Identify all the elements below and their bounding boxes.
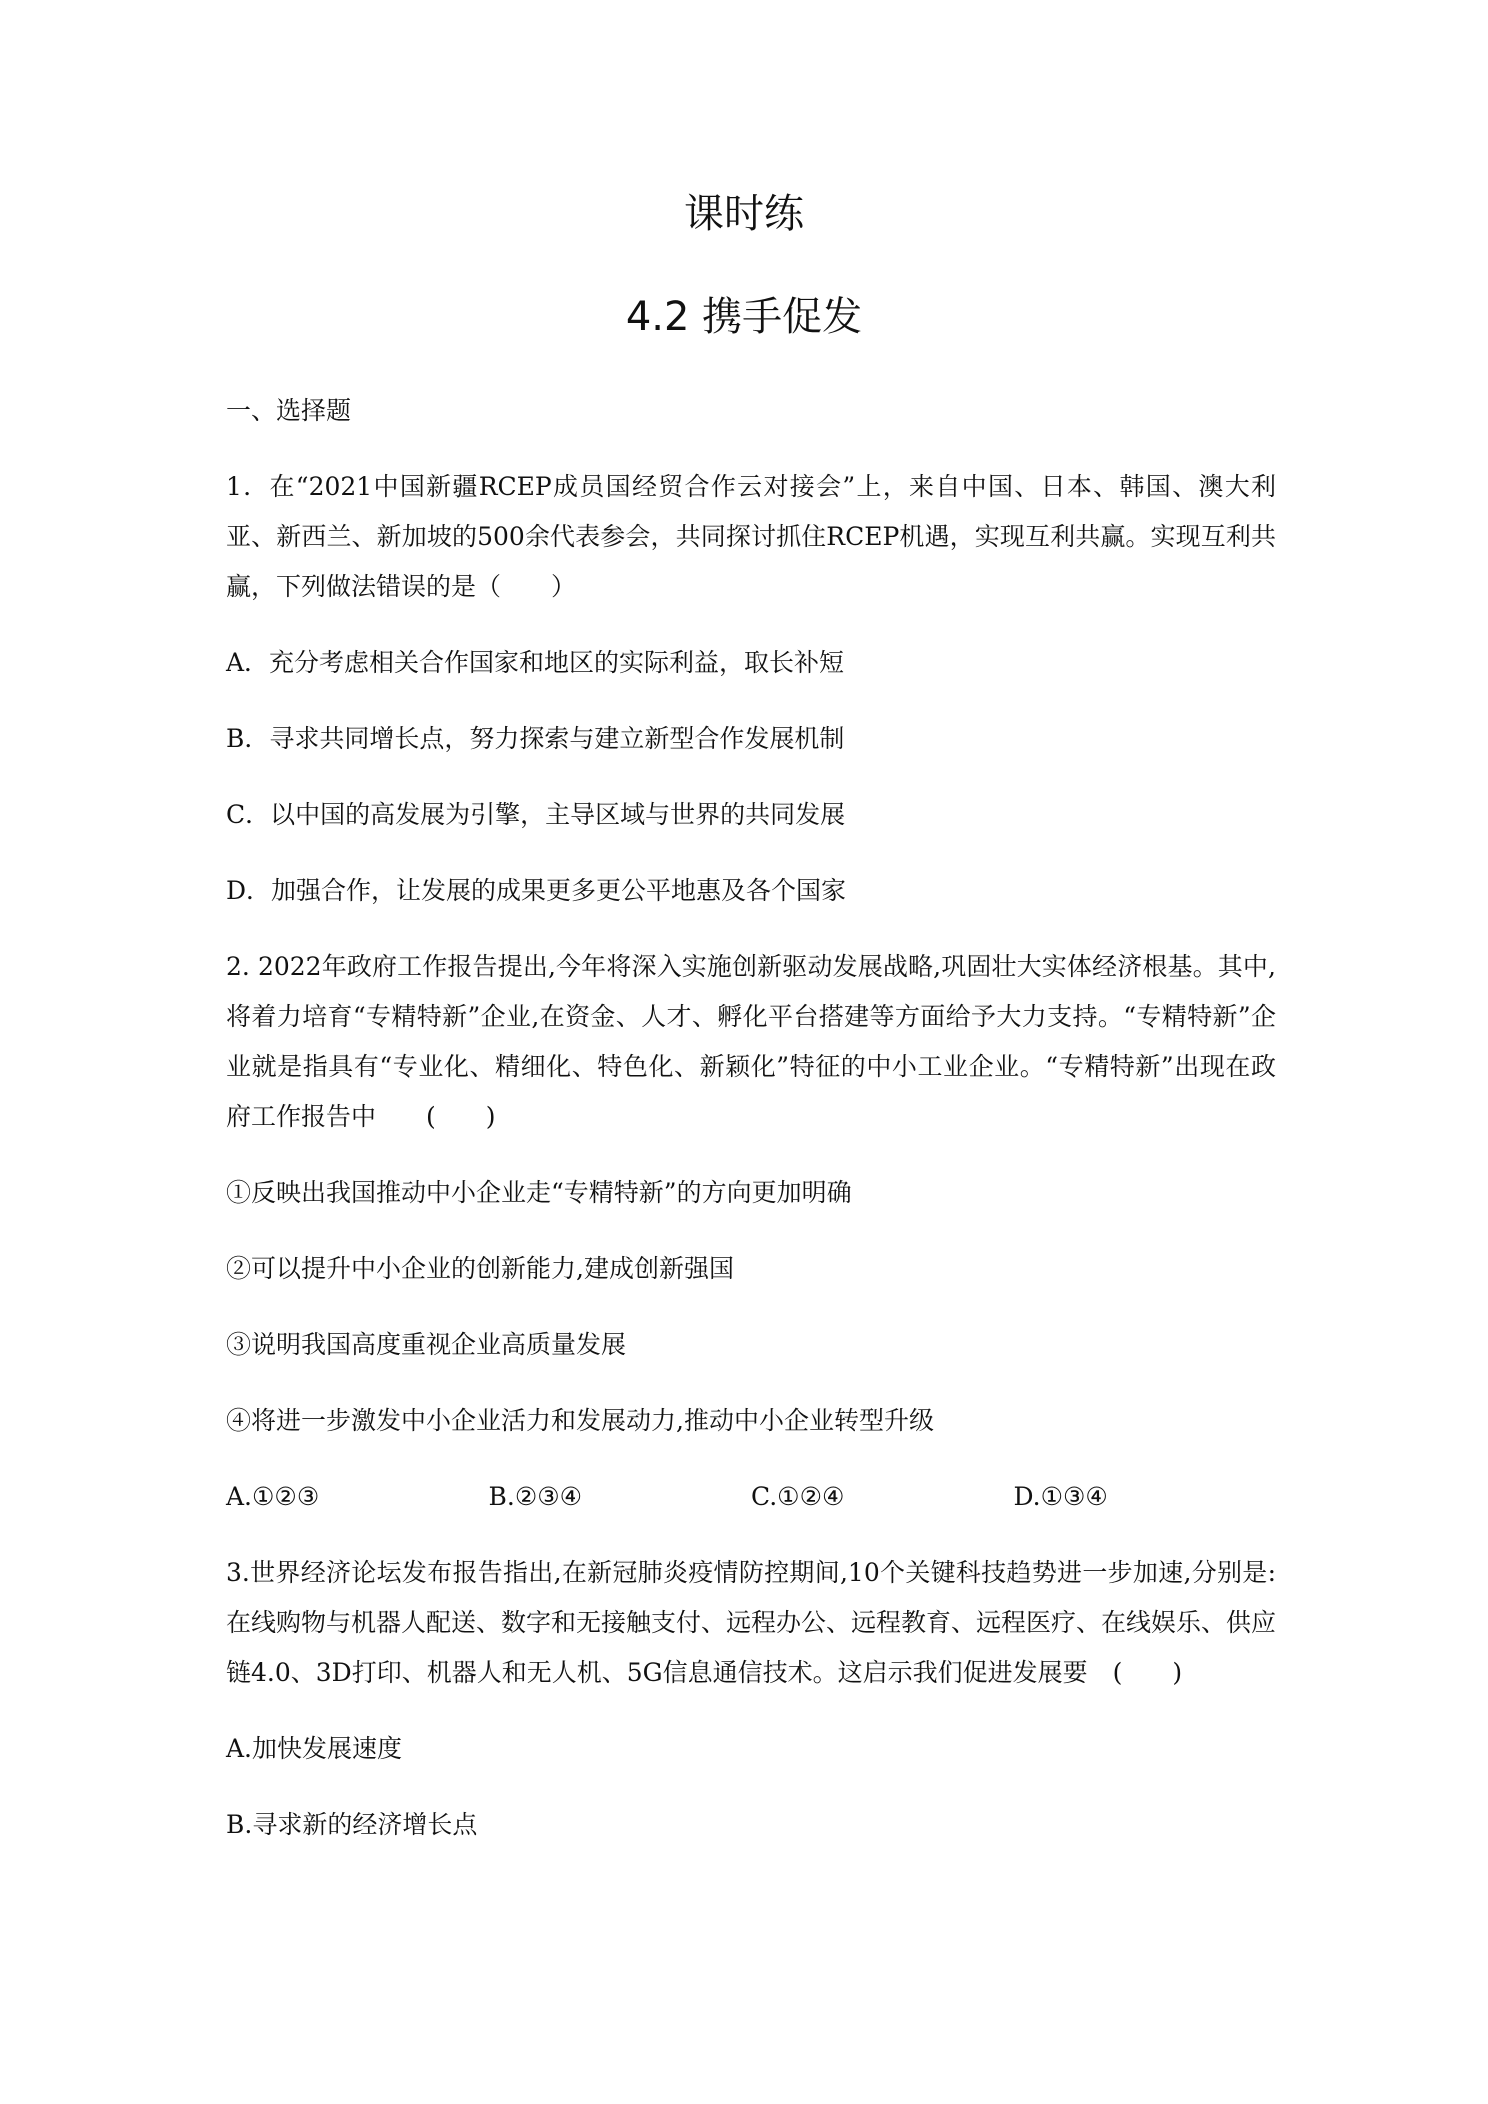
question-1-option-c: C．以中国的高发展为引擎，主导区域与世界的共同发展 <box>226 800 846 829</box>
document-subtitle: 4.2 携手促发 <box>625 294 863 340</box>
document-body <box>226 386 1276 1876</box>
question-2-statement-4: ④将进一步激发中小企业活力和发展动力,推动中小企业转型升级 <box>226 1406 934 1435</box>
question-1-option-d: D．加强合作，让发展的成果更多更公平地惠及各个国家 <box>226 876 847 905</box>
question-2-stem: 2. 2022年政府工作报告提出,今年将深入实施创新驱动发展战略,巩固壮大实体经济根基。其中,将着力培育“专精特新”企业,在资金、人才、孵化平台搭建等方面给予大力支持。“专精特新”企业就是指具有“专业化、精细化、特色化、新颖化”特征的中小工业企业。“专精特新”出现在政府工作报告中 ( ) <box>226 952 1276 1131</box>
question-2-option-d: D.①③④ <box>1013 1482 1108 1511</box>
question-1-stem: 1．在“2021中国新疆RCEP成员国经贸合作云对接会”上，来自中国、日本、韩国、澳大利亚、新西兰、新加坡的500余代表参会，共同探讨抓住RCEP机遇，实现互利共赢。实现互利共赢，下列做法错误的是（ ） <box>226 472 1276 601</box>
question-2-statement-2: ②可以提升中小企业的创新能力,建成创新强国 <box>226 1254 734 1283</box>
question-3-stem: 3.世界经济论坛发布报告指出,在新冠肺炎疫情防控期间,10个关键科技趋势进一步加速,分别是:在线购物与机器人配送、数字和无接触支付、远程办公、远程教育、远程医疗、在线娱乐、供应链4.0、3D打印、机器人和无人机、5G信息通信技术。这启示我们促进发展要 ( ) <box>226 1558 1277 1687</box>
question-1-option-b: B．寻求共同增长点，努力探索与建立新型合作发展机制 <box>226 724 845 753</box>
question-3-option-a: A.加快发展速度 <box>226 1734 403 1763</box>
document-title: 课时练 <box>684 191 804 237</box>
question-2-statement-3: ③说明我国高度重视企业高质量发展 <box>226 1330 627 1359</box>
section-heading: 一、选择题 <box>226 396 352 425</box>
question-2-options <box>226 1472 1276 1522</box>
question-3-option-b: B.寻求新的经济增长点 <box>226 1810 478 1839</box>
question-2-option-b: B.②③④ <box>488 1482 583 1511</box>
question-1-option-a: A．充分考虑相关合作国家和地区的实际利益，取长补短 <box>226 648 845 677</box>
question-2-statement-1: ①反映出我国推动中小企业走“专精特新”的方向更加明确 <box>226 1178 852 1207</box>
question-2-option-a: A.①②③ <box>226 1482 320 1511</box>
question-2-option-c: C.①②④ <box>751 1482 845 1511</box>
